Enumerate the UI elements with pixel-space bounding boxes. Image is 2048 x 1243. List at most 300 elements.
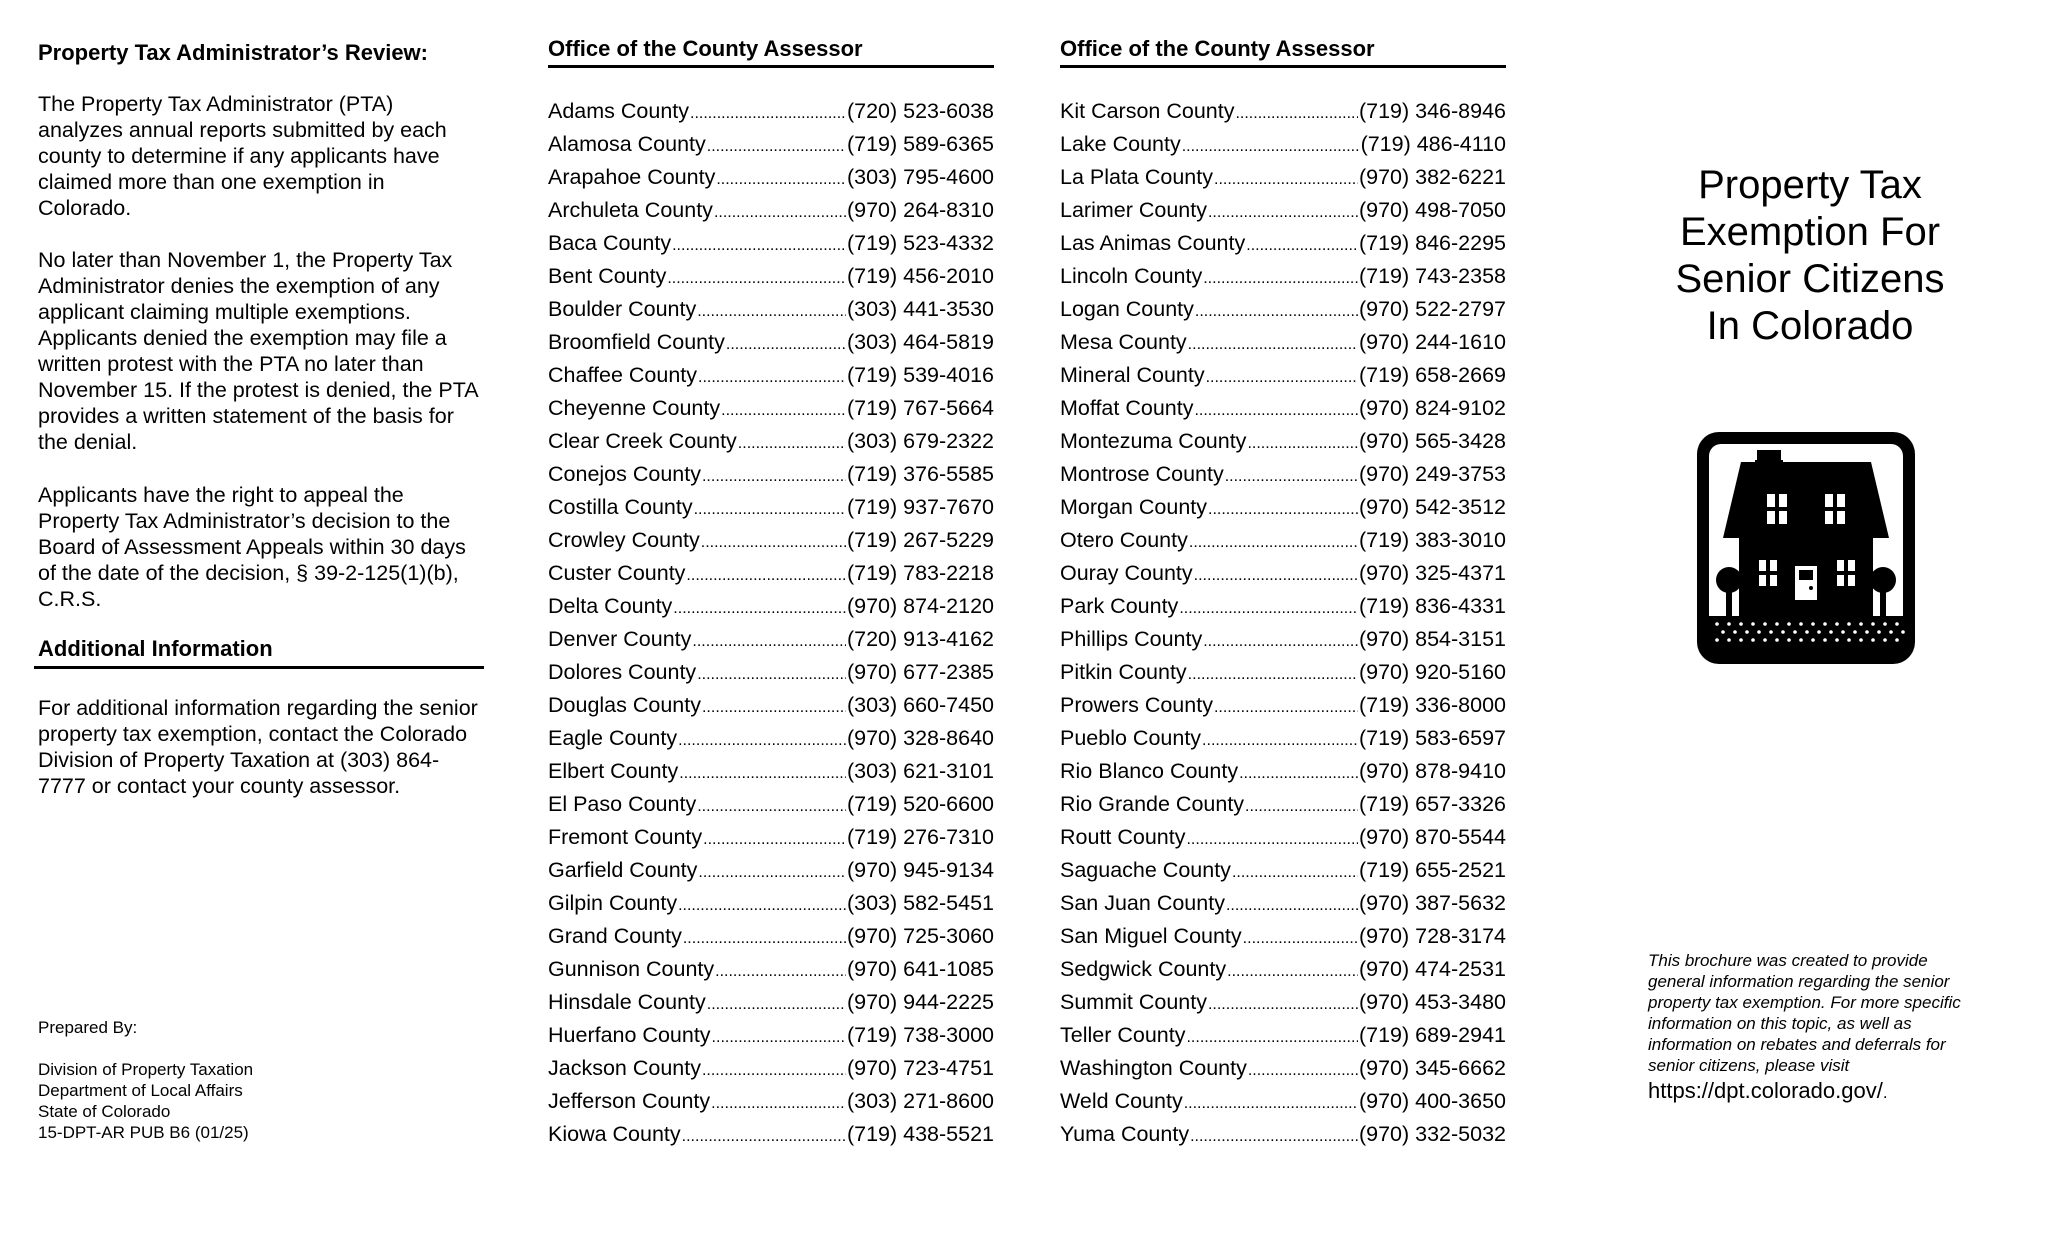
directory-row xyxy=(1060,462,1506,495)
directory-row xyxy=(1060,825,1506,858)
prepared-by-line: Department of Local Affairs xyxy=(38,1081,243,1100)
ground-dot xyxy=(1817,630,1821,634)
directory-list xyxy=(548,99,994,1155)
county-name: Las Animas County xyxy=(1060,231,1246,255)
dot-leader xyxy=(682,1122,846,1147)
directory-row xyxy=(548,396,994,429)
directory-row xyxy=(548,1122,994,1155)
dot-leader xyxy=(1190,1122,1358,1147)
dot-leader xyxy=(1243,924,1358,949)
county-name: Montrose County xyxy=(1060,462,1224,486)
ground-dot xyxy=(1715,638,1719,642)
review-paragraph-3: Applicants have the right to appeal the Property Tax Administrator’s decision to the Board of Assessment Appeals within 30 days of the date of the decision, § 39-2-125(1)(b), C.R.S. xyxy=(38,483,466,611)
cover-title-line: Property Tax xyxy=(1698,163,1922,207)
county-phone: (970) 542-3512 xyxy=(1358,495,1506,519)
ground-dot xyxy=(1799,622,1803,626)
dot-leader xyxy=(1235,99,1358,124)
directory-row xyxy=(1060,1089,1506,1122)
prepared-by-block xyxy=(38,1059,478,1143)
county-phone: (970) 332-5032 xyxy=(1358,1122,1506,1146)
directory-row xyxy=(548,759,994,792)
dot-leader xyxy=(692,627,846,652)
additional-heading-block xyxy=(34,636,484,669)
county-phone: (970) 870-5544 xyxy=(1358,825,1506,849)
ground-dot xyxy=(1853,630,1857,634)
directory-row xyxy=(548,198,994,231)
county-phone: (970) 945-9134 xyxy=(846,858,994,882)
county-phone: (970) 522-2797 xyxy=(1358,297,1506,321)
dot-leader xyxy=(702,693,846,718)
county-name: Cheyenne County xyxy=(548,396,721,420)
directory-row xyxy=(548,594,994,627)
county-name: Rio Grande County xyxy=(1060,792,1245,816)
dot-leader xyxy=(715,957,846,982)
county-name: Crowley County xyxy=(548,528,700,552)
dot-leader xyxy=(711,1089,846,1114)
county-phone: (970) 824-9102 xyxy=(1358,396,1506,420)
county-phone: (303) 660-7450 xyxy=(846,693,994,717)
directory-row xyxy=(548,495,994,528)
directory-row xyxy=(548,561,994,594)
ground-dot xyxy=(1739,622,1743,626)
county-phone: (970) 498-7050 xyxy=(1358,198,1506,222)
cover-title-line: Exemption For xyxy=(1679,210,1941,254)
website-link-suffix: . xyxy=(1882,1083,1888,1102)
ground-dot xyxy=(1871,622,1875,626)
dot-leader xyxy=(679,759,846,784)
directory-row xyxy=(1060,528,1506,561)
ground-dot xyxy=(1775,622,1779,626)
cover-title-line: In Colorado xyxy=(1706,304,1914,348)
directory-row xyxy=(548,132,994,165)
county-name: Douglas County xyxy=(548,693,701,717)
county-phone: (970) 387-5632 xyxy=(1358,891,1506,915)
directory-row xyxy=(1060,330,1506,363)
county-name: Clear Creek County xyxy=(548,429,737,453)
county-phone: (719) 583-6597 xyxy=(1358,726,1506,750)
ground-dot xyxy=(1811,622,1815,626)
ground-dot xyxy=(1727,622,1731,626)
county-phone: (719) 658-2669 xyxy=(1358,363,1506,387)
dot-leader xyxy=(702,1056,846,1081)
ground-dot xyxy=(1793,630,1797,634)
dot-leader xyxy=(712,1023,846,1048)
county-phone: (303) 271-8600 xyxy=(846,1089,994,1113)
directory-row xyxy=(1060,693,1506,726)
dot-leader xyxy=(694,495,846,520)
county-name: Fremont County xyxy=(548,825,703,849)
county-phone: (970) 854-3151 xyxy=(1358,627,1506,651)
directory-row xyxy=(548,858,994,891)
directory-row xyxy=(1060,1023,1506,1056)
directory-row xyxy=(1060,1056,1506,1089)
dot-leader xyxy=(698,858,846,883)
county-phone: (303) 582-5451 xyxy=(846,891,994,915)
ground-dot xyxy=(1829,630,1833,634)
county-phone: (303) 621-3101 xyxy=(846,759,994,783)
county-phone: (970) 944-2225 xyxy=(846,990,994,1014)
assessor-directory-left xyxy=(548,36,994,1155)
dot-leader xyxy=(1248,1056,1358,1081)
ground-dot xyxy=(1781,630,1785,634)
directory-row xyxy=(548,990,994,1023)
county-name: Garfield County xyxy=(548,858,698,882)
directory-heading: Office of the County Assessor xyxy=(548,36,994,68)
dot-leader xyxy=(1186,825,1357,850)
county-name: Chaffee County xyxy=(548,363,698,387)
directory-row xyxy=(1060,891,1506,924)
dot-leader xyxy=(1247,429,1358,454)
review-paragraph-2: No later than November 1, the Property Tax Administrator denies the exemption of any applicant claiming multiple exemptions. Applicants denied the exemption may file a written protest with the PTA no later than November 15. If the protest is denied, the PTA provides a written statement of the basis for the denial. xyxy=(38,248,478,454)
directory-row xyxy=(1060,594,1506,627)
county-phone: (719) 846-2295 xyxy=(1358,231,1506,255)
county-name: Lake County xyxy=(1060,132,1181,156)
directory-row xyxy=(548,924,994,957)
ground-dot xyxy=(1787,638,1791,642)
county-name: Pitkin County xyxy=(1060,660,1187,684)
county-name: Gunnison County xyxy=(548,957,715,981)
county-phone: (719) 346-8946 xyxy=(1358,99,1506,123)
directory-row xyxy=(548,825,994,858)
county-phone: (970) 565-3428 xyxy=(1358,429,1506,453)
directory-row xyxy=(1060,726,1506,759)
county-name: Elbert County xyxy=(548,759,679,783)
county-phone: (970) 249-3753 xyxy=(1358,462,1506,486)
brochure-blurb: This brochure was created to provide general information regarding the senior property tax exemption. For more specific information on this topic, as well as information on rebates and deferrals for senior citizens, please visit xyxy=(1648,951,1961,1075)
dot-leader xyxy=(1188,660,1358,685)
county-phone: (719) 267-5229 xyxy=(846,528,994,552)
county-name: Lincoln County xyxy=(1060,264,1203,288)
ground-dot xyxy=(1775,638,1779,642)
dot-leader xyxy=(1186,1023,1357,1048)
county-name: Phillips County xyxy=(1060,627,1203,651)
county-phone: (719) 655-2521 xyxy=(1358,858,1506,882)
county-phone: (719) 738-3000 xyxy=(846,1023,994,1047)
county-name: Conejos County xyxy=(548,462,701,486)
county-phone: (970) 723-4751 xyxy=(846,1056,994,1080)
directory-row xyxy=(548,429,994,462)
directory-row xyxy=(548,627,994,660)
county-name: Summit County xyxy=(1060,990,1207,1014)
county-name: Dolores County xyxy=(548,660,697,684)
directory-row xyxy=(548,165,994,198)
ground-dot xyxy=(1721,630,1725,634)
dot-leader xyxy=(1225,462,1358,487)
county-name: Archuleta County xyxy=(548,198,713,222)
directory-row xyxy=(548,660,994,693)
county-name: Ouray County xyxy=(1060,561,1193,585)
ground-dot xyxy=(1865,630,1869,634)
county-name: Adams County xyxy=(548,99,690,123)
ground-dot xyxy=(1733,630,1737,634)
county-phone: (970) 920-5160 xyxy=(1358,660,1506,684)
prepared-by-label: Prepared By: xyxy=(38,1018,138,1037)
ground-dot xyxy=(1889,630,1893,634)
dot-leader xyxy=(1208,198,1358,223)
county-phone: (719) 937-7670 xyxy=(846,495,994,519)
county-name: Morgan County xyxy=(1060,495,1207,519)
ground-dot xyxy=(1763,638,1767,642)
county-name: Logan County xyxy=(1060,297,1194,321)
directory-row xyxy=(1060,627,1506,660)
county-name: Costilla County xyxy=(548,495,693,519)
directory-row xyxy=(1060,363,1506,396)
county-name: Huerfano County xyxy=(548,1023,711,1047)
county-phone: (719) 783-2218 xyxy=(846,561,994,585)
ground-dot xyxy=(1751,622,1755,626)
ground-dot xyxy=(1859,622,1863,626)
county-phone: (719) 336-8000 xyxy=(1358,693,1506,717)
cover-title-line: Senior Citizens xyxy=(1675,257,1945,301)
directory-row xyxy=(548,693,994,726)
dot-leader xyxy=(698,363,846,388)
house-icon xyxy=(1695,430,1917,666)
county-phone: (970) 725-3060 xyxy=(846,924,994,948)
county-name: Mineral County xyxy=(1060,363,1205,387)
ground-dot xyxy=(1895,638,1899,642)
ground-dot xyxy=(1715,622,1719,626)
directory-row xyxy=(548,1089,994,1122)
county-name: Baca County xyxy=(548,231,672,255)
directory-row xyxy=(1060,231,1506,264)
county-phone: (719) 836-4331 xyxy=(1358,594,1506,618)
ground-dot xyxy=(1823,638,1827,642)
dot-leader xyxy=(1246,231,1358,256)
ground-dot xyxy=(1877,630,1881,634)
dot-leader xyxy=(697,297,846,322)
ground-dot xyxy=(1835,638,1839,642)
directory-row xyxy=(1060,759,1506,792)
dot-leader xyxy=(1227,957,1358,982)
directory-list xyxy=(1060,99,1506,1155)
county-name: Kiowa County xyxy=(548,1122,681,1146)
ground-dot xyxy=(1757,630,1761,634)
county-name: Bent County xyxy=(548,264,667,288)
county-phone: (303) 679-2322 xyxy=(846,429,994,453)
ground-dot xyxy=(1805,630,1809,634)
dot-leader xyxy=(697,792,846,817)
county-phone: (970) 728-3174 xyxy=(1358,924,1506,948)
directory-row xyxy=(1060,660,1506,693)
directory-row xyxy=(1060,957,1506,990)
dot-leader xyxy=(702,462,846,487)
ground-dot xyxy=(1847,638,1851,642)
dot-leader xyxy=(1208,495,1358,520)
dot-leader xyxy=(726,330,846,355)
dot-leader xyxy=(707,990,846,1015)
dot-leader xyxy=(1195,297,1358,322)
ground-dot xyxy=(1859,638,1863,642)
dot-leader xyxy=(1203,264,1358,289)
county-name: Jackson County xyxy=(548,1056,701,1080)
county-phone: (720) 523-6038 xyxy=(846,99,994,123)
county-phone: (303) 464-5819 xyxy=(846,330,994,354)
dot-leader xyxy=(1206,363,1358,388)
county-name: Hinsdale County xyxy=(548,990,706,1014)
directory-row xyxy=(548,1056,994,1089)
county-phone: (970) 878-9410 xyxy=(1358,759,1506,783)
county-name: Custer County xyxy=(548,561,686,585)
ground-dot xyxy=(1847,622,1851,626)
county-phone: (970) 874-2120 xyxy=(846,594,994,618)
county-phone: (719) 539-4016 xyxy=(846,363,994,387)
dot-leader xyxy=(697,660,846,685)
directory-row xyxy=(1060,198,1506,231)
county-phone: (970) 264-8310 xyxy=(846,198,994,222)
county-name: Washington County xyxy=(1060,1056,1247,1080)
ground-dot xyxy=(1841,630,1845,634)
county-phone: (970) 641-1085 xyxy=(846,957,994,981)
county-phone: (970) 474-2531 xyxy=(1358,957,1506,981)
ground-dot xyxy=(1835,622,1839,626)
dot-leader xyxy=(667,264,846,289)
county-phone: (719) 486-4110 xyxy=(1360,132,1506,156)
directory-row xyxy=(1060,561,1506,594)
dot-leader xyxy=(673,594,846,619)
dot-leader xyxy=(1194,561,1358,586)
website-link-line xyxy=(1648,1078,1888,1104)
dot-leader xyxy=(703,825,846,850)
county-phone: (719) 383-3010 xyxy=(1358,528,1506,552)
directory-row xyxy=(1060,396,1506,429)
directory-row xyxy=(548,1023,994,1056)
dot-leader xyxy=(1188,330,1358,355)
county-phone: (970) 345-6662 xyxy=(1358,1056,1506,1080)
directory-row xyxy=(1060,495,1506,528)
additional-heading: Additional Information xyxy=(38,636,273,661)
county-name: Rio Blanco County xyxy=(1060,759,1239,783)
county-name: Park County xyxy=(1060,594,1179,618)
county-name: Moffat County xyxy=(1060,396,1194,420)
county-phone: (970) 677-2385 xyxy=(846,660,994,684)
dot-leader xyxy=(714,198,846,223)
cover-title xyxy=(1610,162,2010,350)
county-name: Saguache County xyxy=(1060,858,1231,882)
directory-row xyxy=(548,891,994,924)
dot-leader xyxy=(1226,891,1358,916)
dot-leader xyxy=(1184,1089,1358,1114)
county-name: La Plata County xyxy=(1060,165,1213,189)
ground-dot xyxy=(1883,638,1887,642)
ground-dot xyxy=(1787,622,1791,626)
county-phone: (303) 441-3530 xyxy=(846,297,994,321)
assessor-directory-right xyxy=(1060,36,1506,1155)
directory-row xyxy=(1060,1122,1506,1155)
ground-dot xyxy=(1871,638,1875,642)
ground-dot xyxy=(1799,638,1803,642)
ground-dot xyxy=(1811,638,1815,642)
county-name: Prowers County xyxy=(1060,693,1213,717)
directory-row xyxy=(548,792,994,825)
ground-dot xyxy=(1895,622,1899,626)
county-name: Larimer County xyxy=(1060,198,1207,222)
review-heading: Property Tax Administrator’s Review: xyxy=(38,40,428,65)
review-paragraph-1: The Property Tax Administrator (PTA) analyzes annual reports submitted by each county to determine if any applicants have claimed more than one exemption in Colorado. xyxy=(38,92,447,220)
county-phone: (970) 325-4371 xyxy=(1358,561,1506,585)
directory-row xyxy=(548,957,994,990)
county-phone: (719) 657-3326 xyxy=(1358,792,1506,816)
dot-leader xyxy=(690,99,846,124)
county-phone: (719) 376-5585 xyxy=(846,462,994,486)
county-name: Kit Carson County xyxy=(1060,99,1235,123)
county-phone: (970) 328-8640 xyxy=(846,726,994,750)
county-phone: (303) 795-4600 xyxy=(846,165,994,189)
dot-leader xyxy=(1194,396,1358,421)
directory-row xyxy=(1060,297,1506,330)
county-name: Gilpin County xyxy=(548,891,678,915)
ground-dot xyxy=(1763,622,1767,626)
directory-row xyxy=(1060,99,1506,132)
dot-leader xyxy=(686,561,846,586)
directory-row xyxy=(548,363,994,396)
website-link[interactable]: https://dpt.colorado.gov/ xyxy=(1648,1078,1883,1103)
county-phone: (719) 743-2358 xyxy=(1358,264,1506,288)
county-phone: (719) 523-4332 xyxy=(846,231,994,255)
county-name: El Paso County xyxy=(548,792,697,816)
county-phone: (719) 589-6365 xyxy=(846,132,994,156)
county-phone: (719) 689-2941 xyxy=(1358,1023,1506,1047)
directory-row xyxy=(1060,132,1506,165)
county-name: Montezuma County xyxy=(1060,429,1247,453)
dot-leader xyxy=(1214,165,1358,190)
directory-row xyxy=(1060,429,1506,462)
county-name: San Miguel County xyxy=(1060,924,1242,948)
prepared-by-line: State of Colorado xyxy=(38,1102,171,1121)
directory-row xyxy=(548,297,994,330)
directory-row xyxy=(1060,792,1506,825)
directory-row xyxy=(548,99,994,132)
county-name: Mesa County xyxy=(1060,330,1187,354)
county-phone: (970) 382-6221 xyxy=(1358,165,1506,189)
county-name: Eagle County xyxy=(548,726,678,750)
dot-leader xyxy=(1179,594,1358,619)
dot-leader xyxy=(1208,990,1358,1015)
dot-leader xyxy=(678,726,846,751)
county-phone: (719) 456-2010 xyxy=(846,264,994,288)
dot-leader xyxy=(721,396,846,421)
county-phone: (970) 400-3650 xyxy=(1358,1089,1506,1113)
county-name: Arapahoe County xyxy=(548,165,716,189)
dot-leader xyxy=(1203,627,1358,652)
county-name: Denver County xyxy=(548,627,692,651)
dot-leader xyxy=(701,528,846,553)
ground-dot xyxy=(1745,630,1749,634)
dot-leader xyxy=(1245,792,1358,817)
dot-leader xyxy=(1189,528,1358,553)
county-name: Pueblo County xyxy=(1060,726,1202,750)
county-name: Alamosa County xyxy=(548,132,706,156)
county-name: Otero County xyxy=(1060,528,1188,552)
county-name: Sedgwick County xyxy=(1060,957,1227,981)
ground-dot xyxy=(1751,638,1755,642)
county-phone: (970) 453-3480 xyxy=(1358,990,1506,1014)
directory-row xyxy=(1060,264,1506,297)
ground-dot xyxy=(1769,630,1773,634)
dot-leader xyxy=(1214,693,1358,718)
county-phone: (970) 244-1610 xyxy=(1358,330,1506,354)
county-phone: (719) 767-5664 xyxy=(846,396,994,420)
dot-leader xyxy=(707,132,846,157)
directory-heading: Office of the County Assessor xyxy=(1060,36,1506,68)
county-name: Routt County xyxy=(1060,825,1186,849)
dot-leader xyxy=(678,891,846,916)
dot-leader xyxy=(672,231,846,256)
county-name: Boulder County xyxy=(548,297,697,321)
county-name: Delta County xyxy=(548,594,673,618)
directory-row xyxy=(548,528,994,561)
dot-leader xyxy=(738,429,846,454)
ground-dot xyxy=(1739,638,1743,642)
